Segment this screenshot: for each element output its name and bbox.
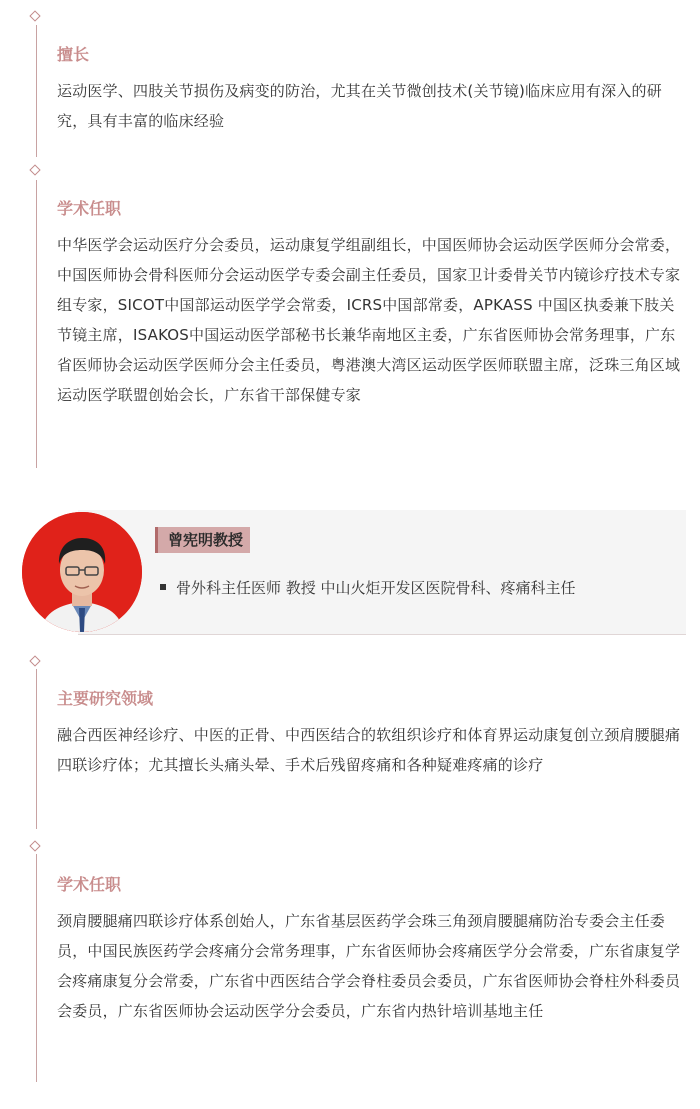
diamond-icon (29, 840, 40, 851)
timeline-line-1 (36, 25, 37, 157)
timeline-line-4 (36, 854, 37, 1082)
doctor-description (160, 577, 576, 599)
academic-positions-section (57, 875, 682, 1026)
section-body: 运动医学、四肢关节损伤及病变的防治，尤其在关节微创技术(关节镜)临床应用有深入的研究，具有丰富的临床经验 (57, 82, 662, 130)
section-title: 学术任职 (57, 199, 122, 218)
academic-positions-section (57, 199, 682, 410)
doctor-profile-card (0, 510, 700, 634)
square-bullet-icon (160, 584, 166, 590)
section-body: 中华医学会运动医疗分会委员，运动康复学组副组长，中国医师协会运动医学医师分会常委，中国医师协会骨科医师分会运动医学专委会副主任委员，国家卫计委骨关节内镜诊疗技术专家组专家，SICOT中国部运动医学学会常委，ICRS中国部常委，APKASS 中国区执委兼下肢关节镜主席，ISAKOS中国运动医学部秘书长兼华南地区主委，广东省医师协会常务理事，广东省医师协会运动医学医师分会主任委员，粤港澳大湾区运动医学医师联盟主席，泛珠三角区域运动医学联盟创始会长，广东省干部保健专家 (57, 236, 681, 404)
research-areas-section (57, 689, 682, 780)
section-body: 颈肩腰腿痛四联诊疗体系创始人，广东省基层医药学会珠三角颈肩腰腿痛防治专委会主任委员，中国民族医药学会疼痛分会常务理事，广东省医师协会疼痛医学分会常委，广东省康复学会疼痛康复分会常委，广东省中西医结合学会脊柱委员会委员，广东省医师协会脊柱外科委员会委员，广东省医师协会运动医学分会委员，广东省内热针培训基地主任 (57, 912, 681, 1020)
section-title: 学术任职 (57, 875, 122, 894)
doctor-name-tag (155, 527, 250, 553)
section-body: 融合西医神经诊疗、中医的正骨、中西医结合的软组织诊疗和体育界运动康复创立颈肩腰腿痛四联诊疗体；尤其擅长头痛头晕、手术后残留疼痛和各种疑难疼痛的诊疗 (57, 726, 681, 774)
section-title: 主要研究领域 (57, 689, 154, 708)
doctor-description-text: 骨外科主任医师 教授 中山火炬开发区医院骨科、疼痛科主任 (176, 579, 576, 597)
specialty-section (57, 45, 682, 136)
timeline-line-3 (36, 669, 37, 829)
diamond-icon (29, 164, 40, 175)
avatar (22, 512, 142, 632)
doctor-portrait-icon (22, 512, 142, 632)
doctor-name: 曾宪明教授 (168, 531, 244, 549)
section-title: 擅长 (57, 45, 90, 64)
timeline-line-2 (36, 180, 37, 468)
diamond-icon (29, 10, 40, 21)
diamond-icon (29, 655, 40, 666)
